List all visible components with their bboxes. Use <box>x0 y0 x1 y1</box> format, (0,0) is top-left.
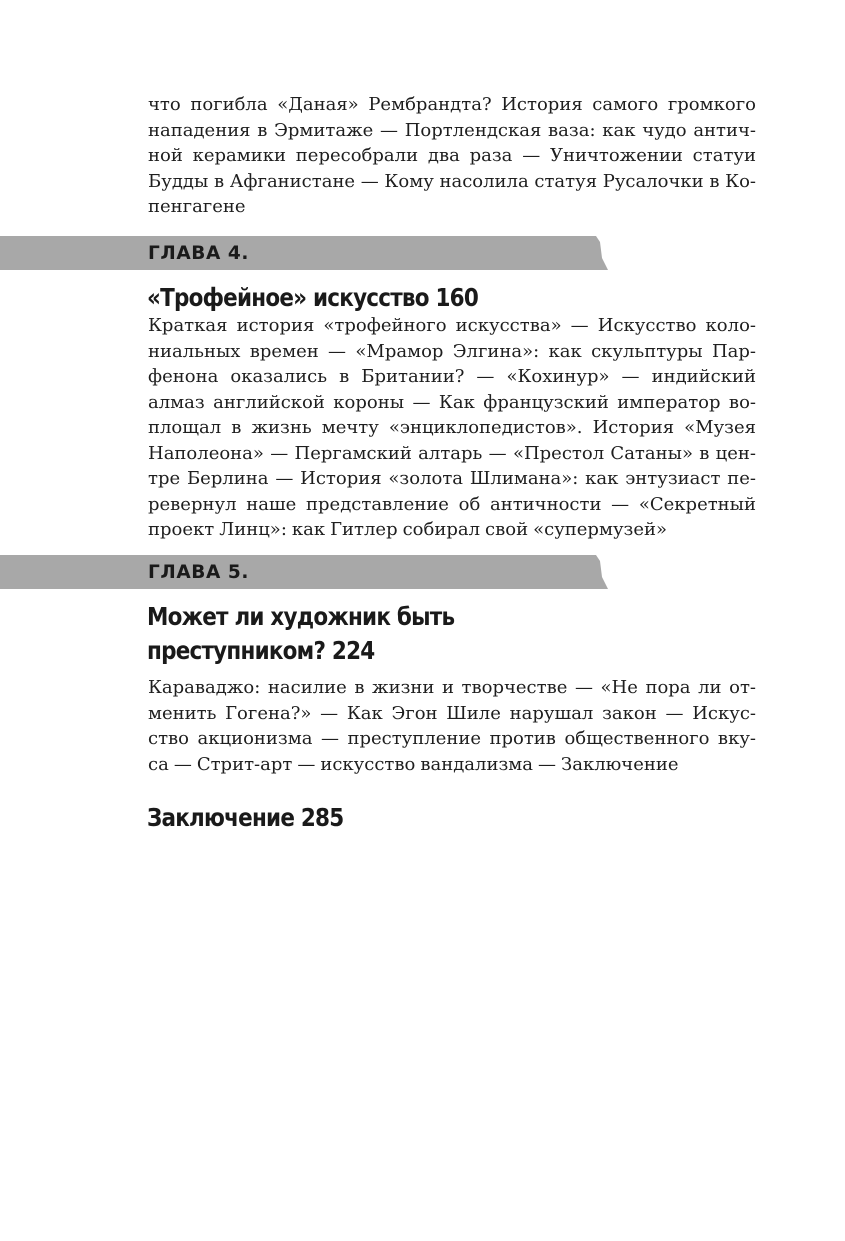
text-line: тре Берлина — История «золота Шлимана»: как энтузиаст пе- <box>148 468 756 489</box>
chapter4-title: «Трофейное» искусство 160 <box>147 283 479 312</box>
chapter4-summary <box>148 313 756 543</box>
chapter5-title-line: Может ли художник быть <box>147 602 455 631</box>
chapter5-summary <box>148 675 756 777</box>
text-line: Краткая история «трофейного искусства» — Искусство коло- <box>148 315 756 336</box>
text-line: ревернул наше представление об античности — «Секретный <box>148 493 756 515</box>
text-line: пенгагене <box>148 196 246 217</box>
band-shape <box>0 555 608 589</box>
text-line: ниальных времен — «Мрамор Элгина»: как скульптуры Пар- <box>148 340 756 362</box>
text-line: фенона оказались в Британии? — «Кохинур» — индийский <box>148 366 756 387</box>
chapter5-title-line: преступником? 224 <box>147 636 375 665</box>
text-line: Караваджо: насилие в жизни и творчестве — «Не пора ли от- <box>148 677 756 698</box>
chapter5-label: ГЛАВА 5. <box>148 562 250 583</box>
chapter5-title <box>147 600 663 668</box>
text-line: ство акционизма — преступление против общественного вку- <box>148 728 756 749</box>
chapter5-label-band <box>0 555 608 589</box>
text-line: Будды в Афганистане — Кому насолила статуя Русалочки в Ко- <box>148 170 756 192</box>
text-line: алмаз английской короны — Как французский император во- <box>148 391 756 413</box>
text-line: нападения в Эрмитаже — Портлендская ваза: как чудо антич- <box>148 119 756 141</box>
text-line: проект Линц»: как Гитлер собирал свой «супермузей» <box>148 519 668 540</box>
text-line: менить Гогена?» — Как Эгон Шиле нарушал закон — Искус- <box>148 702 756 724</box>
chapter4-label: ГЛАВА 4. <box>148 243 250 264</box>
conclusion-title: Заключение 285 <box>147 803 344 832</box>
chapter3-summary-continued <box>148 92 756 220</box>
text-line: Наполеона» — Пергамский алтарь — «Престол Сатаны» в цен- <box>148 442 756 464</box>
text-line: ной керамики пересобрали два раза — Уничтожении статуи <box>148 145 756 166</box>
chapter4-label-band <box>0 236 608 270</box>
text-line: что погибла «Даная» Рембрандта? История самого громкого <box>148 94 756 115</box>
text-line: площал в жизнь мечту «энциклопедистов». История «Музея <box>148 417 756 438</box>
text-line: са — Стрит-арт — искусство вандализма — Заключение <box>148 753 679 775</box>
band-shape <box>0 236 608 270</box>
